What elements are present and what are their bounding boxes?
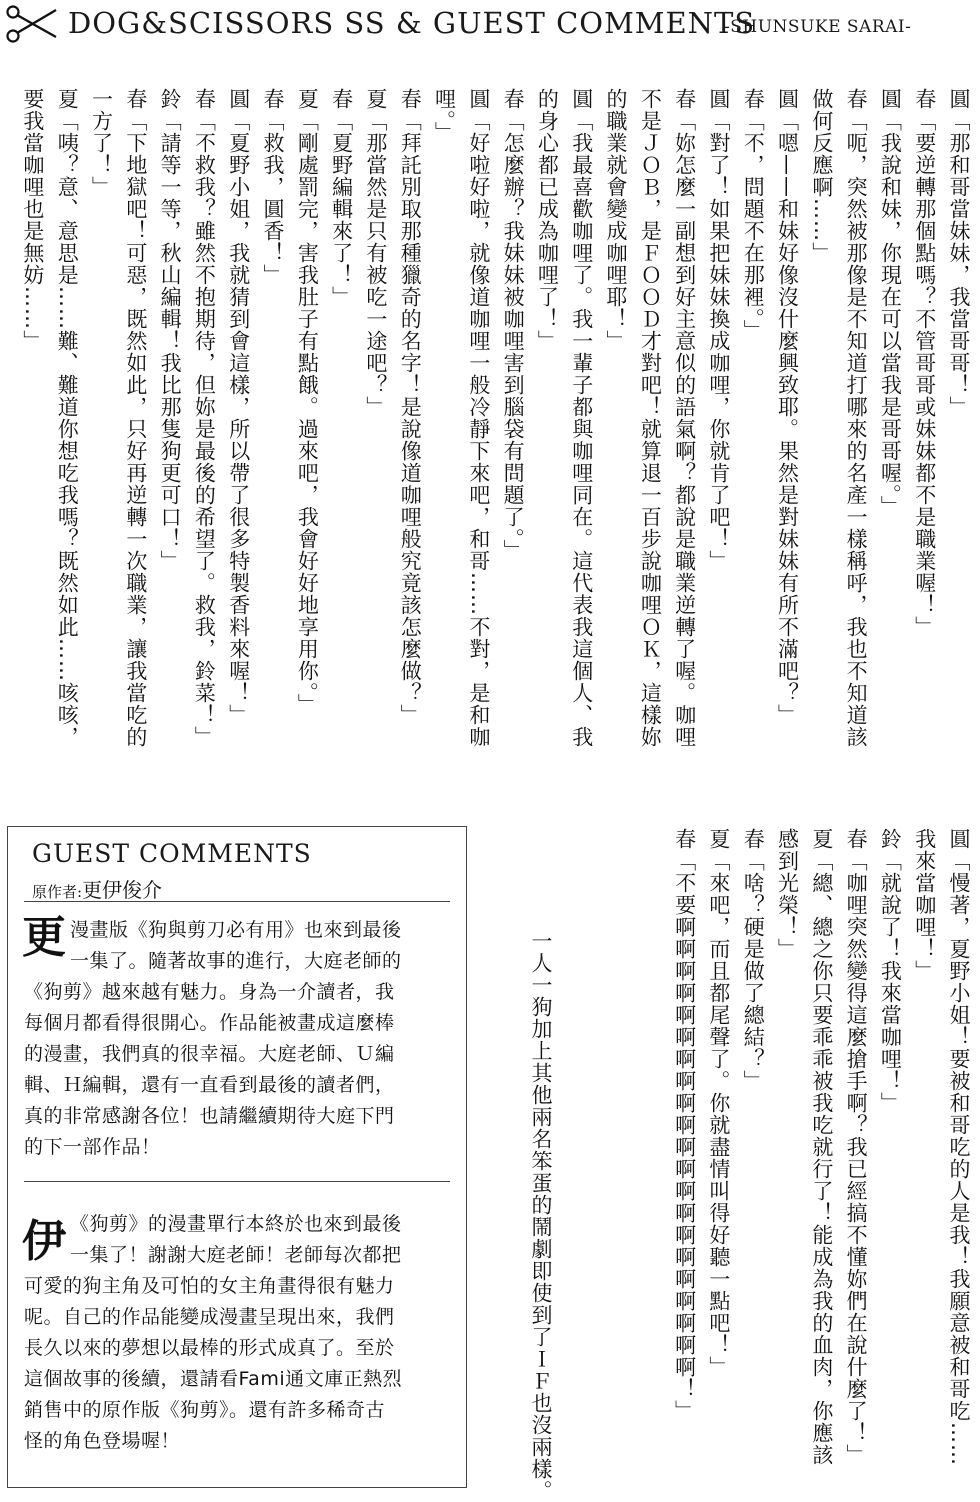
story-column: 春「不救我？雖然不抱期待，但妳是最後的希望了。救我，鈴菜！」: [192, 88, 217, 748]
story-column: 圓「對了！如果把妹妹換成咖哩，你就肯了吧！」: [706, 88, 731, 572]
story-column: 圓「那和哥當妹妹，我當哥哥！」: [947, 88, 971, 418]
story-column: 夏「咦？意、意思是……難、難道你想吃我嗎？既然如此……咳咳，: [55, 88, 80, 748]
comment-line: 每個月都看得很開心。作品能被畫成這麼棒: [24, 1012, 395, 1034]
scissors-icon: [6, 4, 58, 44]
story-column: 春「妳怎麼一副想到好主意似的語氣啊？都說是職業逆轉了喔。咖哩: [672, 88, 697, 748]
story-column: 一方了！」: [89, 88, 114, 198]
closing-line: 一人一狗加上其他兩名笨蛋的鬧劇即使到了ＩＦ也沒兩樣。: [529, 930, 553, 1502]
story-column: 春「咖哩突然變得這麼搶手啊？我已經搞不懂妳們在說什麼了！」: [844, 828, 869, 1466]
story-column: 我來當咖哩！」: [912, 828, 937, 982]
comment-line: 銷售中的原作版《狗剪》。還有許多稀奇古: [24, 1399, 386, 1421]
comment-line: 一集了！謝謝大庭老師！老師每次都把: [70, 1244, 402, 1266]
story-column: 的職業就會變成咖哩耶！」: [604, 88, 628, 352]
author-credit: [32, 874, 162, 903]
story-column: 夏「總、總之你只要乖乖被我吃就行了！能成為我的血肉，你應該: [809, 828, 834, 1466]
story-column: 春「啥？硬是做了總結？」: [741, 828, 766, 1092]
story-column: 的身心都已成為咖哩了！」: [535, 88, 560, 352]
page-title: DOG&SCISSORS SS & GUEST COMMENTS: [68, 6, 756, 40]
comment-line: 《狗剪》越來越有魅力。身為一介讀者，我: [24, 981, 395, 1003]
comment-line: 真的非常感謝各位！也請繼續期待大庭下門: [24, 1105, 395, 1127]
page-subtitle: -SHUNSUKE SARAI-: [724, 17, 912, 37]
story-column: 夏「來吧，而且都尾聲了。你就盡情叫得好聽一點吧！」: [706, 828, 731, 1378]
guest-comments-title: GUEST COMMENTS: [32, 839, 312, 868]
story-column: 圓「嗯——和妹好像沒什麼興致耶。果然是對妹妹有所不滿吧？」: [775, 88, 800, 726]
story-column: 鈴「請等一等，秋山編輯！我比那隻狗更可口！」: [158, 88, 183, 572]
story-column: 春「下地獄吧！可惡，既然如此，只好再逆轉一次職業，讓我當吃的: [123, 88, 148, 748]
story-column: 要我當咖哩也是無妨……」: [20, 88, 45, 352]
comment-line: 可愛的狗主角及可怕的女主角畫得很有魅力: [24, 1275, 395, 1297]
page-header: [0, 0, 980, 50]
story-column: 圓「好啦好啦，就像道咖哩一般冷靜下來吧，和哥……不對，是和咖: [466, 88, 491, 748]
story-column: 哩。」: [432, 88, 457, 144]
story-column: 感到光榮！」: [775, 828, 800, 960]
story-column: 春「不要啊啊啊啊啊啊啊啊啊啊啊啊啊啊啊啊啊啊啊啊啊！」: [672, 828, 697, 1422]
comment2-dropcap: 伊: [22, 1216, 66, 1267]
guest-comments-box: [7, 826, 467, 1488]
comment-line: 的漫畫，我們真的很幸福。大庭老師、Ｕ編: [24, 1043, 395, 1065]
author-label: 原作者:: [32, 883, 83, 901]
divider-middle: [24, 1181, 450, 1182]
comment-line: 這個故事的後續，還請看Fami通文庫正熱烈: [24, 1368, 403, 1390]
comment-line: 長久以來的夢想以最棒的形式成真了。至於: [24, 1337, 395, 1359]
story-column: 不是ＪＯＢ，是ＦＯＯＤ才對吧！就算退一百步說咖哩ＯＫ，這樣妳: [638, 88, 663, 748]
comment-line: 怪的角色登場喔！: [24, 1430, 181, 1452]
story-column: 夏「剛處罰完，害我肚子有點餓。過來吧，我會好好地享用你。」: [295, 88, 320, 716]
author-name: 更伊俊介: [82, 878, 163, 902]
story-column: 圓「我說和妹，你現在可以當我是哥哥喔。」: [878, 88, 903, 518]
story-column: 春「救我，圓香！」: [261, 88, 285, 286]
story-column: 春「不，問題不在那裡。」: [741, 88, 766, 342]
comment-line: 呢。自己的作品能變成漫畫呈現出來，我們: [24, 1306, 395, 1328]
story-column: 鈴「就說了！我來當咖哩！」: [878, 828, 903, 1114]
story-column: 圓「我最喜歡咖哩了。我一輩子都與咖哩同在。這代表我這個人、我: [569, 88, 594, 748]
comment-line: 《狗剪》的漫畫單行本終於也來到最後: [70, 1213, 402, 1235]
divider-top: [24, 901, 450, 902]
comment-line: 的下一部作品！: [24, 1136, 161, 1158]
story-column: 春「要逆轉那個點嗎？不管哥哥或妹妹都不是職業喔！」: [912, 88, 937, 638]
story-column: 春「呃，突然被那像是不知道打哪來的名產一樣稱呼，我也不知道該: [844, 88, 869, 748]
story-column: 夏「那當然是只有被吃一途吧？」: [363, 88, 388, 418]
story-column: 圓「慢著，夏野小姐！要被和哥吃的人是我！我願意被和哥吃……: [947, 828, 971, 1466]
story-column: 春「怎麼辦？我妹妹被咖哩害到腦袋有問題了。」: [501, 88, 526, 562]
comment-line: 漫畫版《狗與剪刀必有用》也來到最後: [70, 919, 402, 941]
story-column: 春「夏野編輯來了！」: [329, 88, 354, 308]
story-column: 圓「夏野小姐，我就猜到會這樣，所以帶了很多特製香料來喔！」: [226, 88, 251, 726]
story-column: 做何反應啊……」: [809, 88, 834, 264]
comment-line: 輯、Ｈ編輯，還有一直看到最後的讀者們，: [24, 1074, 395, 1096]
comment1-dropcap: 更: [22, 912, 66, 963]
story-column: 春「拜託別取那種獵奇的名字！是說像道咖哩般究竟該怎麼做？」: [398, 88, 423, 726]
comment-line: 一集了。隨著故事的進行，大庭老師的: [70, 950, 402, 972]
